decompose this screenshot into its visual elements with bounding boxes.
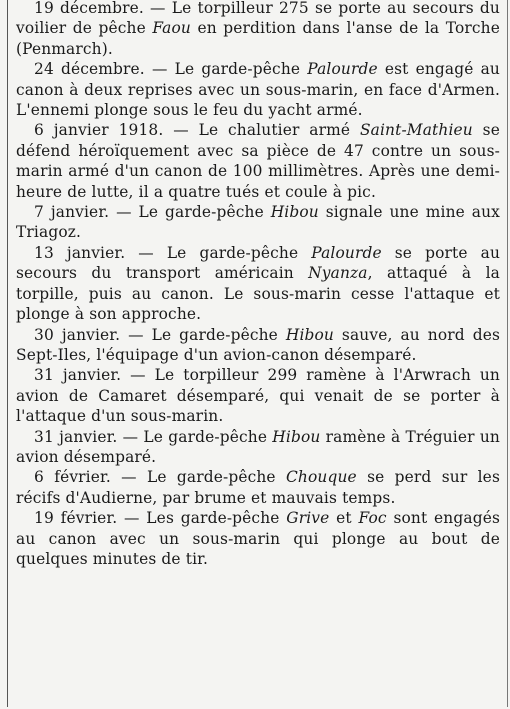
vessel-name: Saint-Mathieu [359, 121, 473, 140]
entry-text: — Le garde-pêche [109, 203, 271, 222]
entry-6-janvier-1918 [16, 120, 500, 202]
entry-date: 31 janvier. [34, 366, 122, 385]
entry-text: , attaqué à la torpille, puis au canon. Le sous-marin cesse l'attaque et plonge à son approche. [16, 264, 500, 324]
entry-text: signale une mine aux Triagoz. [16, 203, 501, 242]
entry-date: 19 février. [34, 509, 118, 528]
entry-text: — Le chalutier armé [163, 121, 360, 140]
entry-date: 24 décembre. [34, 60, 145, 79]
entry-date: 7 janvier. [34, 203, 110, 222]
column-left-rule [7, 0, 8, 707]
vessel-name: Foc [358, 509, 387, 528]
entry-31-janvier-hibou [16, 427, 500, 468]
entry-13-janvier [16, 243, 500, 325]
entry-text: — Le torpilleur 299 ramène à l'Arwrach un avion de Camaret désemparé, qui venait de se porter à l'attaque d'un sous-marin. [16, 366, 500, 426]
entry-date: 19 décembre. [34, 0, 144, 17]
entry-text: — Le garde-pêche [144, 60, 308, 79]
entry-19-decembre [16, 0, 500, 59]
entry-text: se défend héroïquement avec sa pièce de 47 contre un sous-marin armé d'un canon de 100 millimètres. Après une demi-heure de lutte, il a quatre tués et coule à pic. [16, 121, 500, 201]
entry-text: — Le torpilleur 275 se porte au secours du voilier de pêche [16, 0, 500, 38]
entry-19-fevrier [16, 508, 500, 569]
entry-text: se porte au secours du transport américain [16, 243, 501, 283]
entry-text: sauve, au nord des Sept-Iles, l'équipage d'un avion-canon désemparé. [16, 325, 500, 364]
vessel-name: Nyanza [308, 264, 368, 283]
entry-7-janvier [16, 202, 500, 243]
entry-30-janvier [16, 325, 500, 366]
vessel-name: Hibou [270, 203, 319, 222]
entry-text: — Le garde-pêche [125, 243, 312, 262]
entry-24-decembre [16, 59, 500, 120]
vessel-name: Chouque [285, 468, 357, 487]
entry-text: sont engagés au canon avec un sous-marin qui plonge au bout de quelques minutes de tir. [16, 509, 501, 568]
entry-date: 30 janvier. [34, 325, 121, 344]
entry-text: en perdition dans l'anse de la Torche (Penmarch). [16, 19, 500, 58]
column-right-rule [507, 0, 508, 707]
entry-text: — Le garde-pêche [117, 427, 273, 446]
entry-date: 31 janvier. [34, 427, 118, 446]
entry-text: est engagé au canon à deux reprises avec un sous-marin, en face d'Armen. L'ennemi plonge sous le feu du yacht armé. [16, 60, 500, 120]
vessel-name: Grive [286, 509, 330, 528]
entry-text: — Le garde-pêche [120, 325, 286, 344]
vessel-name: Hibou [272, 427, 321, 446]
entry-date: 13 janvier. [34, 243, 126, 262]
vessel-name: Palourde [311, 243, 382, 262]
entry-date: 6 janvier 1918. [34, 121, 164, 140]
entry-text: et [329, 509, 359, 528]
entry-31-janvier-torpilleur [16, 365, 500, 426]
entry-6-fevrier [16, 467, 500, 508]
vessel-name: Hibou [285, 325, 334, 344]
vessel-name: Faou [152, 19, 191, 38]
entry-text: — Le garde-pêche [110, 468, 286, 487]
entry-text: se perd sur les récifs d'Audierne, par brume et mauvais temps. [16, 468, 500, 507]
entry-text: — Les garde-pêche [117, 509, 287, 528]
entry-text: ramène à Tréguier un avion désemparé. [16, 427, 500, 466]
chronology-text [16, 0, 500, 569]
vessel-name: Palourde [307, 60, 378, 79]
entry-date: 6 février. [34, 468, 111, 487]
